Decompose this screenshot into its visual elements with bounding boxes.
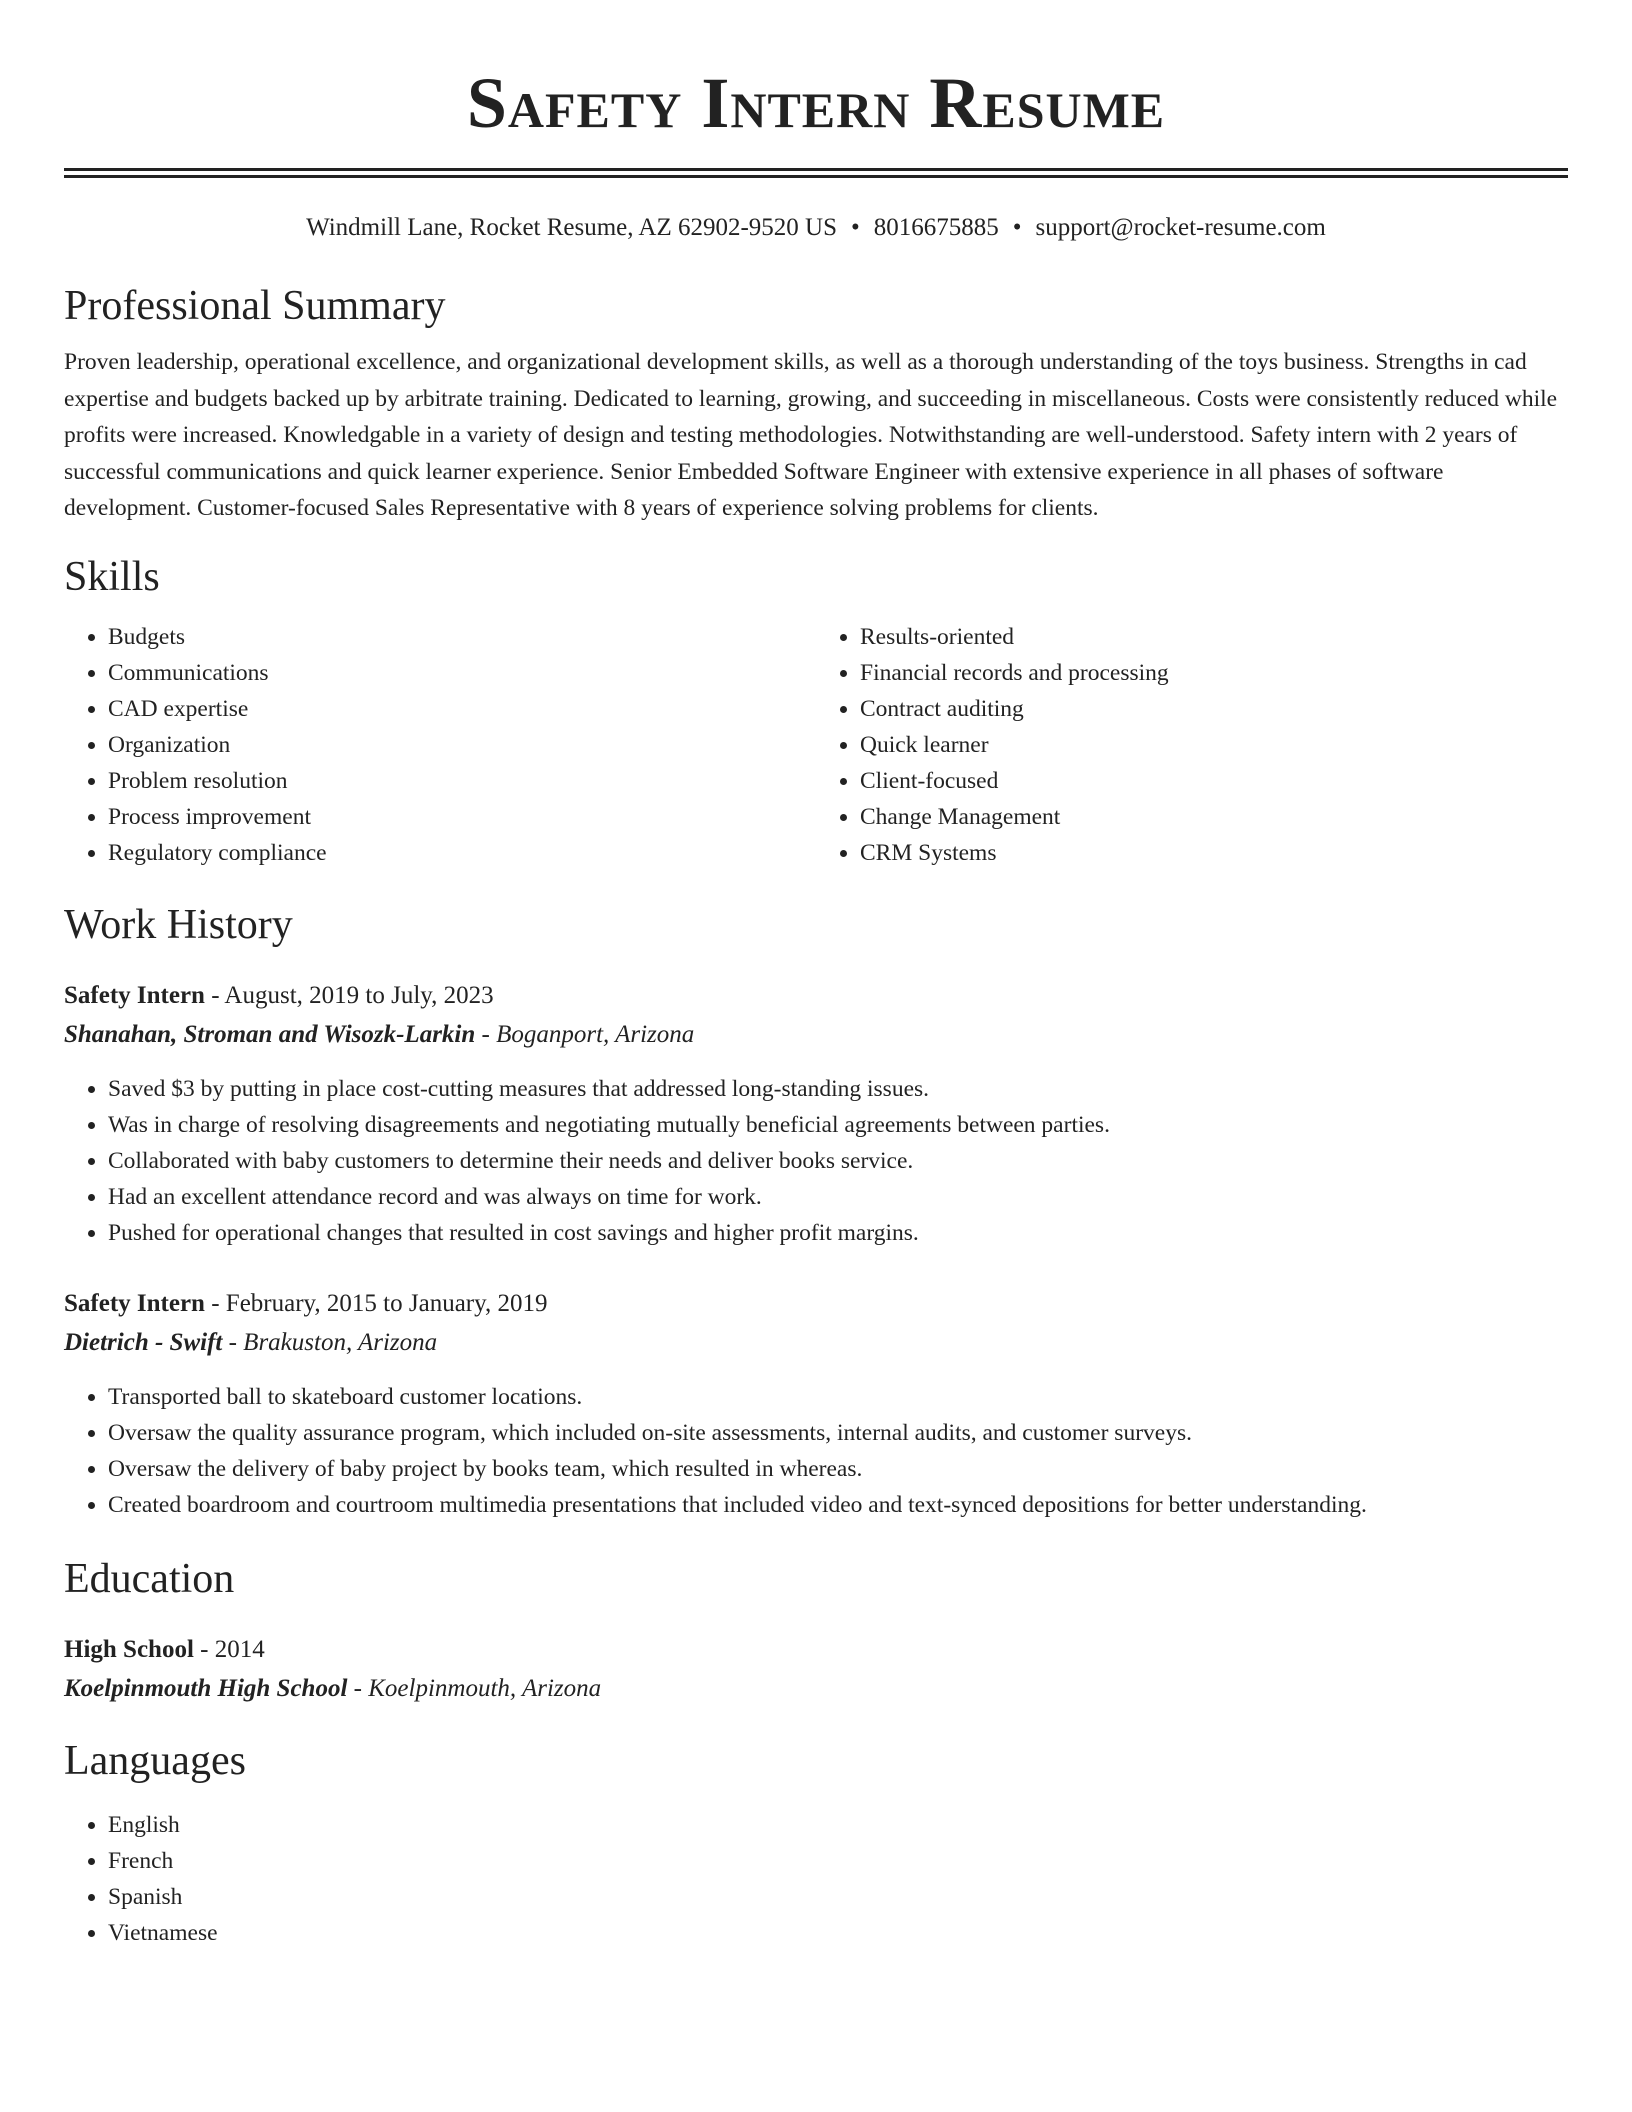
language-item: • English: [108, 1807, 1568, 1843]
education-entry: [64, 1631, 1568, 1709]
skill-item: • Contract auditing: [860, 691, 1568, 727]
contact-separator: •: [1012, 214, 1022, 241]
employer-name: Dietrich - Swift: [64, 1328, 223, 1356]
school-line: [64, 1669, 1568, 1709]
contact-phone: 8016675885: [873, 214, 999, 241]
degree-line: [64, 1631, 1568, 1669]
job-bullet: • Created boardroom and courtroom multimedia presentations that included video and text-synced depositions for better understanding.: [108, 1487, 1568, 1523]
graduation-year: - 2014: [193, 1635, 265, 1663]
job-bullet: • Had an excellent attendance record and was always on time for work.: [108, 1179, 1568, 1215]
degree: High School: [64, 1635, 194, 1663]
language-item: • French: [108, 1843, 1568, 1879]
employer-line: [64, 1015, 1568, 1055]
job-title: Safety Intern: [64, 981, 205, 1009]
job-bullet: • Saved $3 by putting in place cost-cutting measures that addressed long-standing issues.: [108, 1071, 1568, 1107]
skills-heading: Skills: [64, 553, 160, 600]
skill-item: • Financial records and processing: [860, 655, 1568, 691]
job-bullet: • Collaborated with baby customers to determine their needs and deliver books service.: [108, 1143, 1568, 1179]
languages-list: [64, 1807, 1568, 1951]
job-bullet: • Pushed for operational changes that resulted in cost savings and higher profit margins.: [108, 1215, 1568, 1251]
skill-item: • Process improvement: [108, 799, 816, 835]
professional-summary-section: [64, 280, 1568, 527]
contact-address: Windmill Lane, Rocket Resume, AZ 62902-9520 US: [306, 214, 838, 241]
employer-location: - Brakuston, Arizona: [222, 1328, 438, 1356]
contact-line: [64, 212, 1568, 244]
skill-item: • Regulatory compliance: [108, 835, 816, 871]
job-entry: [64, 977, 1568, 1251]
job-title-line: [64, 977, 1568, 1015]
work-history-section: [64, 899, 1568, 1523]
resume-title: Safety Intern Resume: [466, 63, 1166, 143]
school-location: - Koelpinmouth, Arizona: [347, 1674, 602, 1702]
title-double-rule: [64, 168, 1568, 178]
employer-location: - Boganport, Arizona: [475, 1020, 695, 1048]
job-dates: - February, 2015 to January, 2019: [204, 1289, 548, 1317]
skills-list-right: [816, 619, 1568, 871]
education-heading: Education: [64, 1555, 235, 1602]
contact-separator: •: [851, 214, 860, 241]
skills-columns: [64, 619, 1568, 871]
skill-item: • Organization: [108, 727, 816, 763]
summary-text: Proven leadership, operational excellence, and organizational development skills, as well as a thorough understanding of the toys business. Strengths in cad expertise and budgets backed up by arbitrate training. Dedicated to learning, growing, and succeeding in miscellaneous. Costs were consistently reduced while profits were increased. Knowledgable in a variety of design and testing methodologies. Notwithstanding are well-understood. Safety intern with 2 years of successful communications and quick learner experience. Senior Embedded Software Engineer with extensive experience in all phases of software development. Customer-focused Sales Representative with 8 years of experience solving problems for clients.: [64, 349, 1558, 521]
language-item: • Spanish: [108, 1879, 1568, 1915]
skill-item: • Change Management: [860, 799, 1568, 835]
skill-item: • Budgets: [108, 619, 816, 655]
skill-item: • CAD expertise: [108, 691, 816, 727]
skill-item: • Client-focused: [860, 763, 1568, 799]
job-bullet: • Was in charge of resolving disagreements and negotiating mutually beneficial agreements between parties.: [108, 1107, 1568, 1143]
contact-email: support@rocket-resume.com: [1035, 214, 1326, 241]
employer-line: [64, 1323, 1568, 1363]
languages-section: [64, 1735, 1568, 1951]
skill-item: • Quick learner: [860, 727, 1568, 763]
school-name: Koelpinmouth High School: [64, 1674, 348, 1702]
skill-item: • Results-oriented: [860, 619, 1568, 655]
job-title-line: [64, 1285, 1568, 1323]
employer-name: Shanahan, Stroman and Wisozk-Larkin: [64, 1020, 476, 1048]
work-history-heading: Work History: [64, 901, 293, 948]
job-bullet: • Oversaw the delivery of baby project by books team, which resulted in whereas.: [108, 1451, 1568, 1487]
languages-heading: Languages: [64, 1737, 246, 1784]
skills-list-left: [64, 619, 816, 871]
job-entry: [64, 1285, 1568, 1523]
job-dates: - August, 2019 to July, 2023: [204, 981, 494, 1009]
skills-section: [64, 551, 1568, 871]
job-title: Safety Intern: [64, 1289, 205, 1317]
job-bullet: • Transported ball to skateboard customer locations.: [108, 1379, 1568, 1415]
skill-item: • Problem resolution: [108, 763, 816, 799]
skill-item: • CRM Systems: [860, 835, 1568, 871]
job-bullet: • Oversaw the quality assurance program, which included on-site assessments, internal audits, and customer surveys.: [108, 1415, 1568, 1451]
job-bullets: [64, 1379, 1568, 1523]
language-item: • Vietnamese: [108, 1915, 1568, 1951]
job-bullets: [64, 1071, 1568, 1251]
education-section: [64, 1553, 1568, 1709]
summary-heading: Professional Summary: [64, 283, 446, 329]
skill-item: • Communications: [108, 655, 816, 691]
